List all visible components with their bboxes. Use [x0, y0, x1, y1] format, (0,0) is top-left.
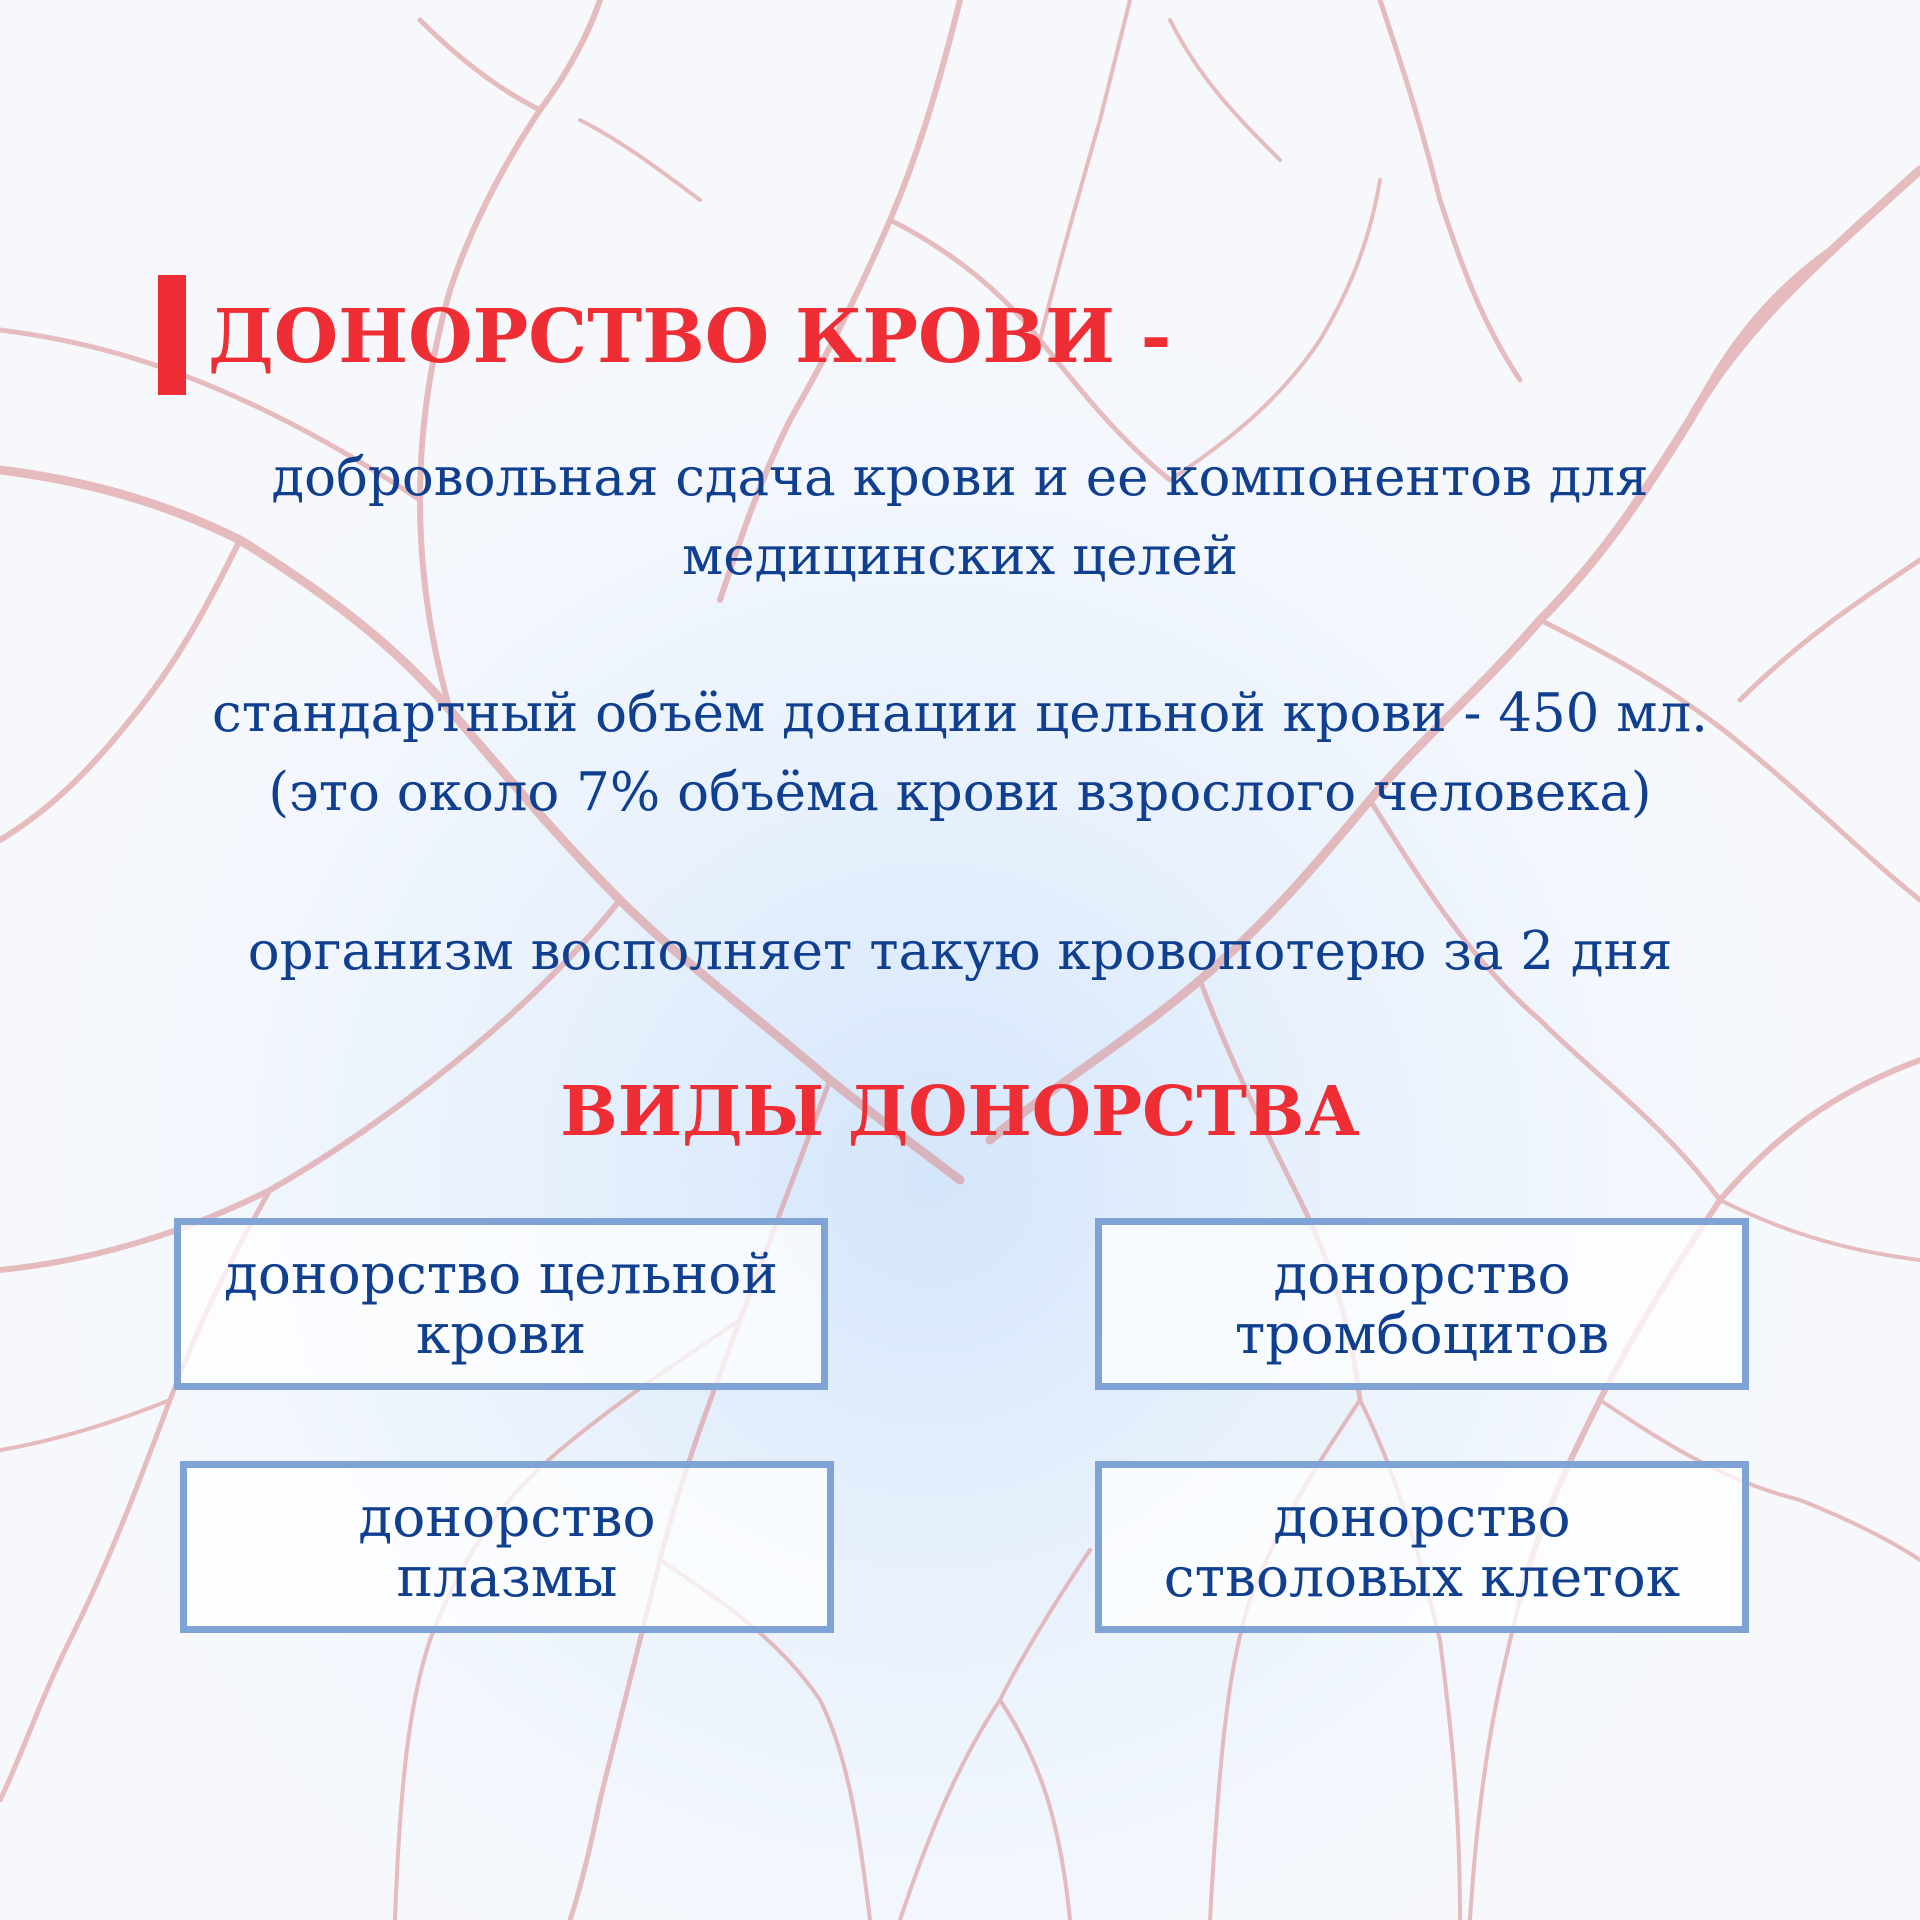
type-card-line-1: донорство: [358, 1485, 656, 1549]
recovery-text: [0, 912, 1920, 991]
volume-line-2: (это около 7% объёма крови взрослого человека): [268, 762, 1652, 823]
type-card-line-2: плазмы: [396, 1545, 618, 1609]
type-card-stem-cells: [1095, 1461, 1749, 1633]
page-title: ДОНОРСТВО КРОВИ -: [208, 294, 1172, 380]
type-card-line-2: стволовых клеток: [1163, 1545, 1681, 1609]
volume-line-1: стандартный объём донации цельной крови - 450 мл.: [212, 683, 1708, 744]
type-card-platelets: [1095, 1218, 1749, 1390]
volume-text: [0, 674, 1920, 832]
types-heading: ВИДЫ ДОНОРСТВА: [560, 1072, 1360, 1152]
type-card-line-2: тромбоцитов: [1234, 1302, 1610, 1366]
definition-line-1: добровольная сдача крови и ее компонентов для: [271, 447, 1649, 508]
definition-line-2: медицинских целей: [682, 526, 1238, 587]
type-card-line-2: крови: [415, 1302, 587, 1366]
type-card-line-1: донорство: [1273, 1242, 1571, 1306]
type-card-line-1: донорство цельной: [224, 1242, 778, 1306]
type-card-whole-blood: [174, 1218, 828, 1390]
recovery-line: организм восполняет такую кровопотерю за 2 дня: [247, 921, 1673, 982]
type-card-plasma: [180, 1461, 834, 1633]
type-card-line-1: донорство: [1273, 1485, 1571, 1549]
definition-text: [0, 438, 1920, 596]
title-accent-bar: [158, 275, 186, 395]
